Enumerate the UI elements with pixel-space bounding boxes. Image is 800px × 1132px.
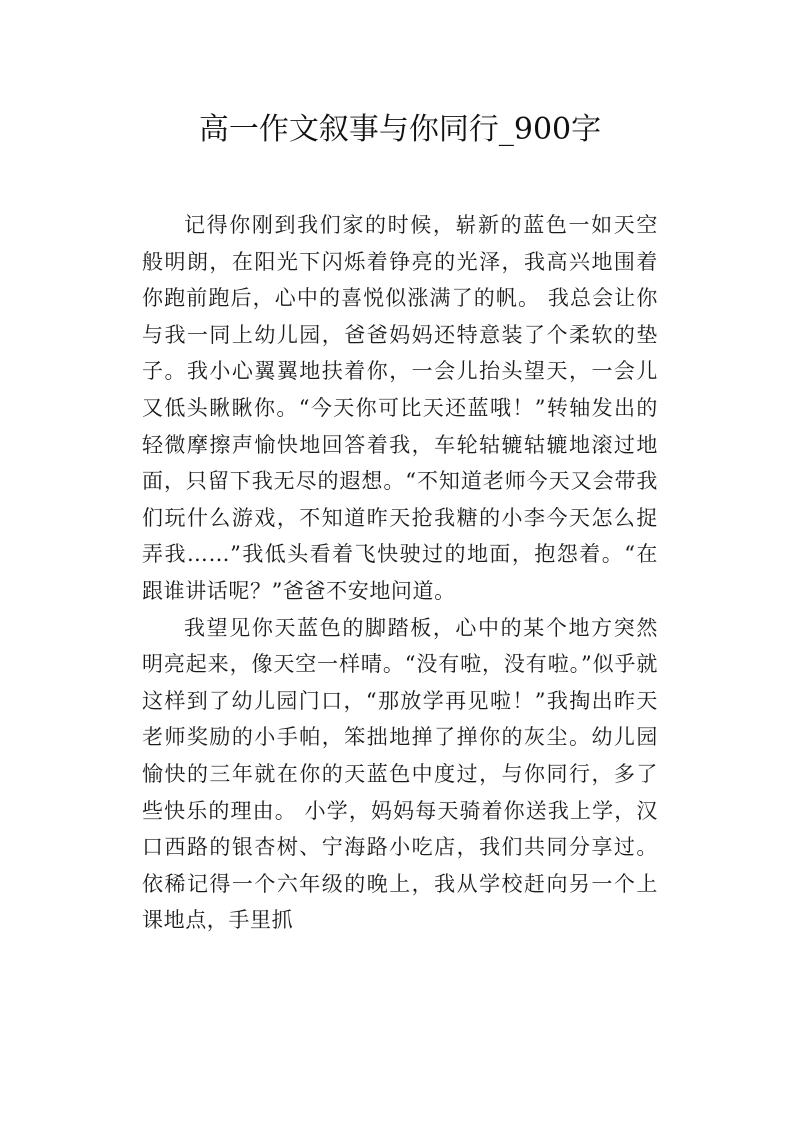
document-title: 高一作文叙事与你同行_900字 [198,112,602,147]
document-body [142,207,658,939]
paragraph-2: 我望见你天蓝色的脚踏板，心中的某个地方突然明亮起来，像天空一样晴。“没有啦，没有啦。”似乎就这样到了幼儿园门口，“那放学再见啦！”我掏出昨天老师奖励的小手帕，笨拙地掸了掸你的灰尘。幼儿园愉快的三年就在你的天蓝色中度过，与你同行，多了些快乐的理由。 小学，妈妈每天骑着你送我上学，汉口西路的银杏树、宁海路小吃店，我们共同分享过。依稀记得一个六年级的晚上，我从学校赶向另一个上课地点，手里抓 [142,615,658,933]
paragraph-1: 记得你刚到我们家的时候，崭新的蓝色一如天空般明朗，在阳光下闪烁着铮亮的光泽，我高兴地围着你跑前跑后，心中的喜悦似涨满了的帆。 我总会让你与我一同上幼儿园，爸爸妈妈还特意装了个柔软的垫子。我小心翼翼地扶着你，一会儿抬头望天，一会儿又低头瞅瞅你。“今天你可比天还蓝哦！”转轴发出的轻微摩擦声愉快地回答着我，车轮轱辘轱辘地滚过地面，只留下我无尽的遐想。“不知道老师今天又会带我们玩什么游戏，不知道昨天抢我糖的小李今天怎么捉弄我……”我低头看着飞快驶过的地面，抱怨着。“在跟谁讲话呢？”爸爸不安地问道。 [142,213,658,603]
